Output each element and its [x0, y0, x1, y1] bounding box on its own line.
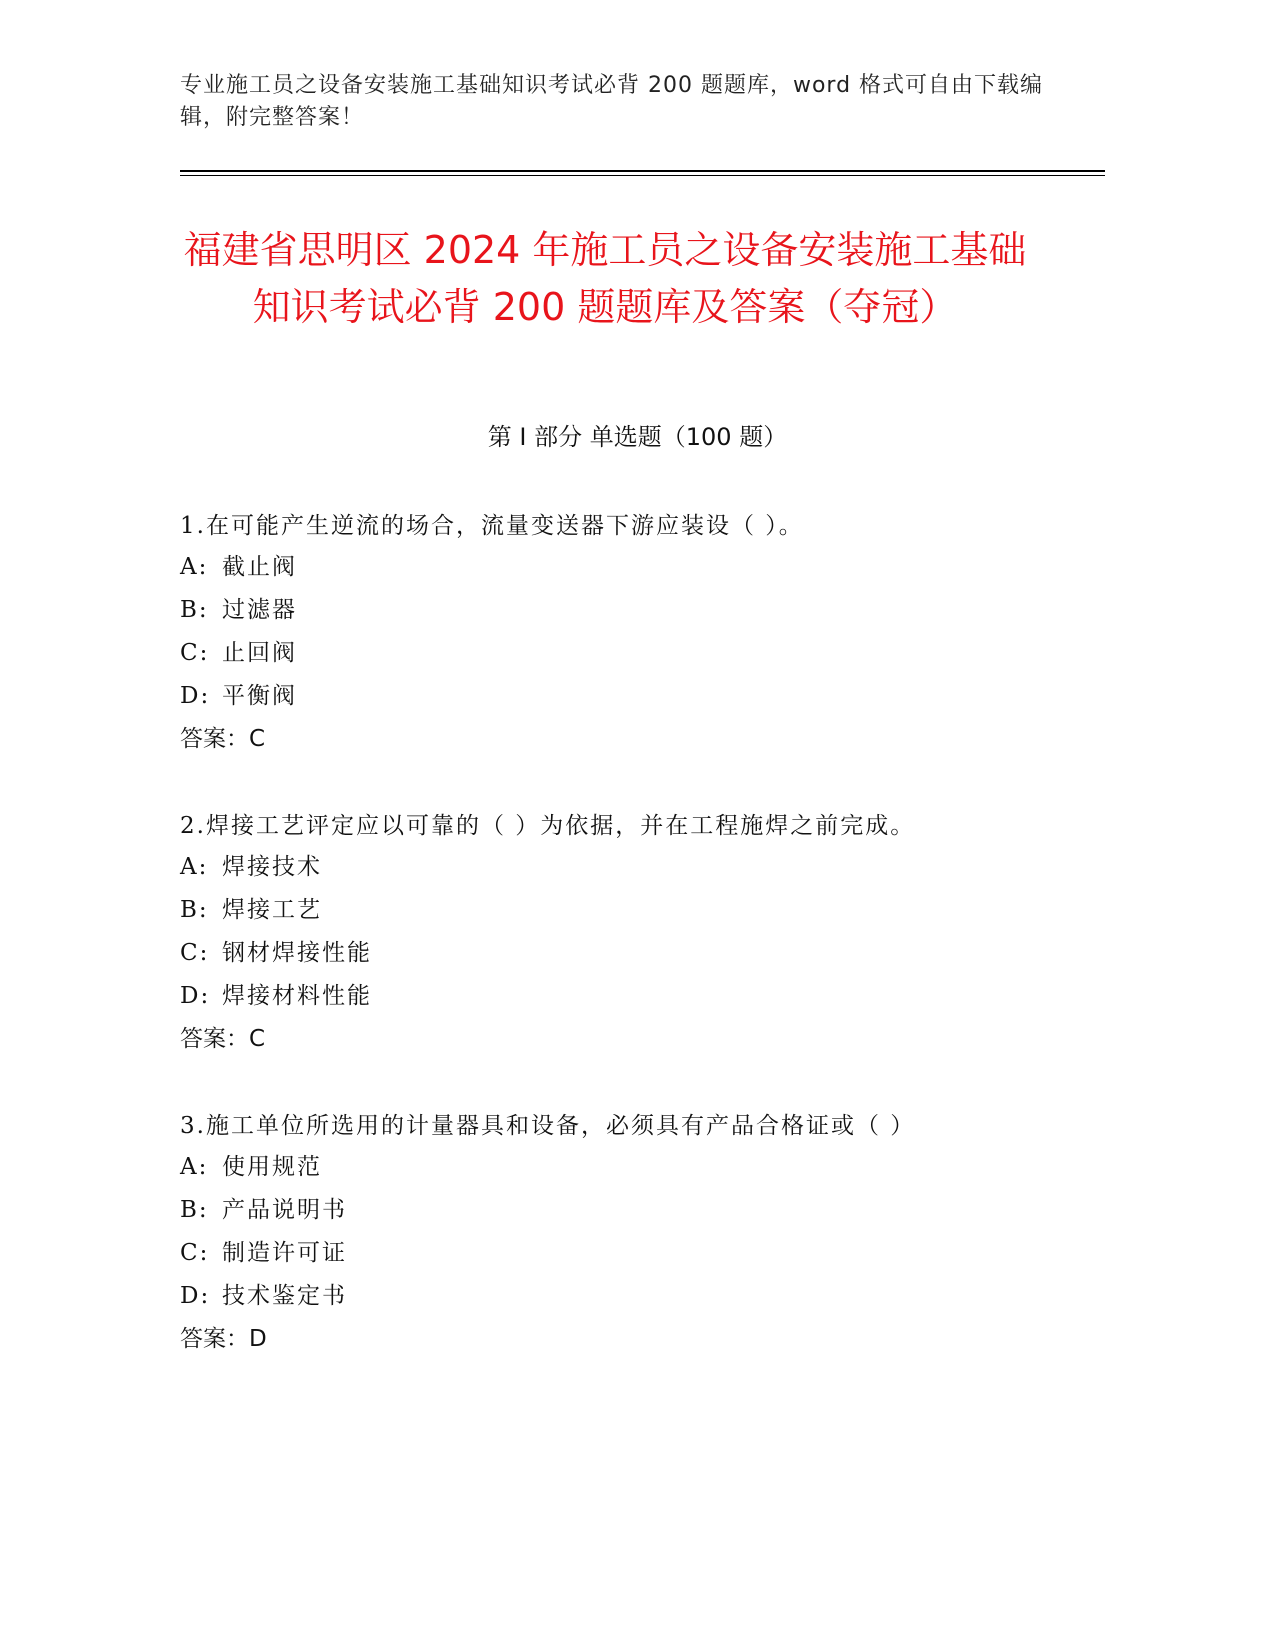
option-a [180, 846, 1110, 889]
option-d [180, 675, 1110, 718]
option-c [180, 1232, 1110, 1275]
answer: 答案：D [180, 1326, 267, 1352]
option-text: 焊接工艺 [222, 897, 322, 923]
option-text: 焊接技术 [222, 854, 322, 880]
option-d [180, 1275, 1110, 1318]
question-2 [180, 806, 1110, 1061]
option-text: 产品说明书 [222, 1197, 347, 1223]
answer: 答案：C [180, 726, 266, 752]
header-divider-thin [180, 175, 1105, 176]
option-text: 制造许可证 [222, 1240, 347, 1266]
option-text: 技术鉴定书 [222, 1283, 347, 1309]
option-key: D: [180, 1283, 211, 1309]
option-c [180, 632, 1110, 675]
question-3 [180, 1106, 1110, 1361]
option-key: A: [180, 1154, 209, 1180]
option-b [180, 589, 1110, 632]
option-text: 使用规范 [222, 1154, 322, 1180]
option-key: D: [180, 683, 211, 709]
option-key: B: [180, 897, 209, 923]
option-key: C: [180, 1240, 210, 1266]
document-title: 福建省思明区 2024 年施工员之设备安装施工基础知识考试必背 200 题题库及答案（夺冠） [183, 228, 1027, 329]
option-key: C: [180, 940, 210, 966]
option-text: 止回阀 [222, 640, 297, 666]
option-text: 焊接材料性能 [222, 983, 372, 1009]
option-a [180, 1146, 1110, 1189]
section-title: 第 I 部分 单选题（100 题） [487, 423, 788, 451]
option-key: C: [180, 640, 210, 666]
option-b [180, 889, 1110, 932]
question-stem: 3.施工单位所选用的计量器具和设备，必须具有产品合格证或（ ） [180, 1113, 916, 1139]
option-text: 截止阀 [222, 554, 297, 580]
option-key: D: [180, 983, 211, 1009]
option-key: B: [180, 1197, 209, 1223]
option-d [180, 975, 1110, 1018]
option-key: A: [180, 854, 209, 880]
question-stem: 2.焊接工艺评定应以可靠的（ ）为依据，并在工程施焊之前完成。 [180, 813, 916, 839]
header-note: 专业施工员之设备安装施工基础知识考试必背 200 题题库，word 格式可自由下载编辑，附完整答案！ [180, 73, 1044, 130]
option-b [180, 1189, 1110, 1232]
question-stem: 1.在可能产生逆流的场合，流量变送器下游应装设（ ）。 [180, 513, 804, 539]
option-text: 过滤器 [222, 597, 297, 623]
option-c [180, 932, 1110, 975]
option-a [180, 546, 1110, 589]
answer: 答案：C [180, 1026, 266, 1052]
question-1 [180, 506, 1110, 761]
option-text: 钢材焊接性能 [222, 940, 372, 966]
question-list [180, 506, 1110, 1406]
option-key: B: [180, 597, 209, 623]
option-text: 平衡阀 [222, 683, 297, 709]
header-divider-thick [180, 170, 1105, 172]
option-key: A: [180, 554, 209, 580]
